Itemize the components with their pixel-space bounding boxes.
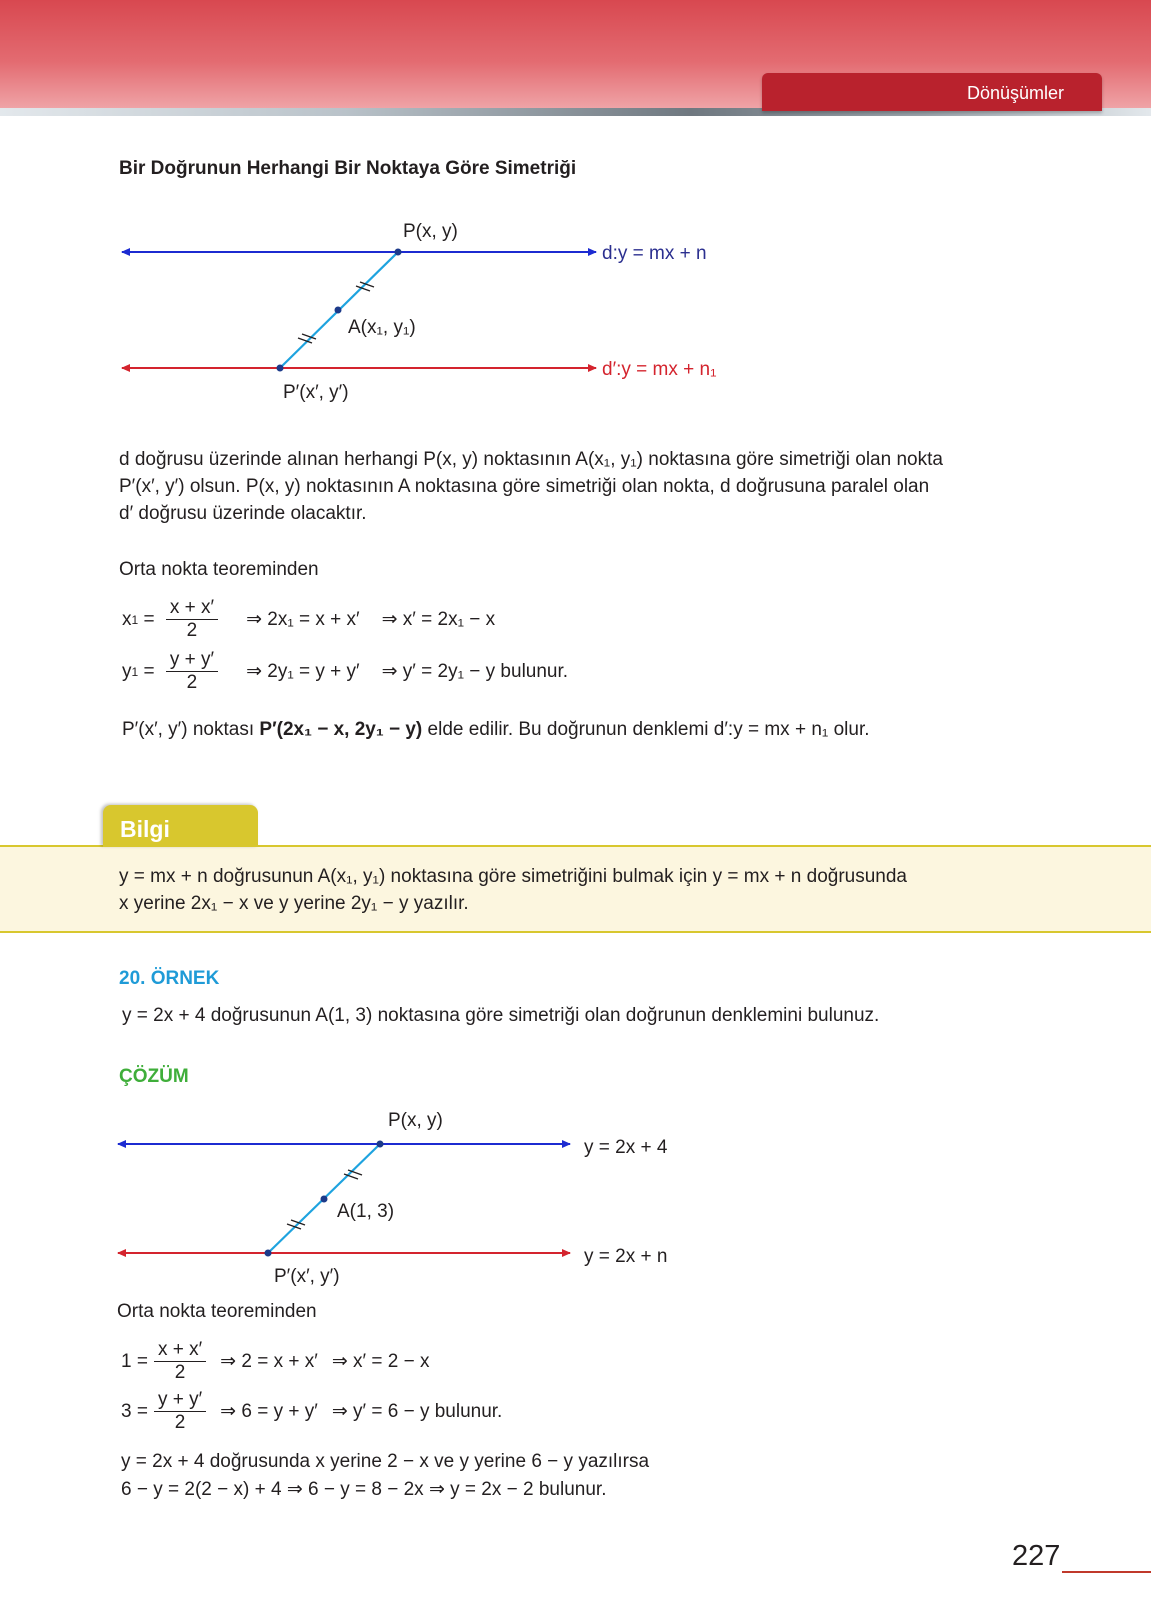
solution-final-1: y = 2x + 4 doğrusunda x yerine 2 − x ve y yerine 6 − y yazılırsa	[121, 1451, 650, 1472]
label-d-prime: d′:y = mx + n₁	[602, 359, 717, 380]
equation-y: y 1 = $\frac{y + y'}{2}$ ⇒ 2y₁ = y + y′ ⇒ y′ = 2y₁ − y bulunur.	[122, 649, 569, 693]
x-lhs: x	[122, 608, 132, 630]
x-step-1: ⇒ 2x₁ = x + x′	[246, 609, 360, 630]
midpoint-intro: Orta nokta teoreminden	[119, 559, 319, 580]
intro-line-1: d doğrusu üzerinde alınan herhangi P(x, y) noktasının A(x₁, y₁) noktasına göre simetriği olan nokta	[119, 449, 943, 470]
y-lhs: y	[122, 660, 132, 682]
label-a: A(x₁, y₁)	[348, 317, 416, 338]
solution-y-fraction: $\frac{y + y'}{2}$	[154, 1390, 206, 1433]
page-number: 227	[1012, 1540, 1061, 1572]
solution-final-2: 6 − y = 2(2 − x) + 4 ⇒ 6 − y = 8 − 2x ⇒ y = 2x − 2 bulunur.	[121, 1479, 607, 1500]
x-fraction: $\frac{x + x'}{2}$	[166, 598, 218, 641]
y-lhs-sub: 1	[131, 664, 139, 679]
bilgi-line-2: x yerine 2x₁ − x ve y yerine 2y₁ − y yazılır.	[119, 893, 469, 914]
intro-line-3: d′ doğrusu üzerinde olacaktır.	[119, 503, 367, 524]
solution-diagram	[0, 1100, 780, 1290]
y-step-2: ⇒ y′ = 2y₁ − y bulunur.	[381, 661, 569, 682]
section-title: Bir Doğrunun Herhangi Bir Noktaya Göre Simetriği	[119, 158, 577, 179]
label-a: A(1, 3)	[337, 1201, 395, 1222]
derivation-result: P′(x′, y′) noktası P′(2x₁ − x, 2y₁ − y) elde edilir. Bu doğrunun denklemi d′:y = mx + n₁ olur.	[122, 719, 870, 740]
result-point-bold: P′(2x₁ − x, 2y₁ − y)	[259, 719, 423, 740]
bilgi-tab: Bilgi	[103, 805, 258, 847]
solution-x-fraction: $\frac{x + x'}{2}$	[154, 1340, 206, 1383]
point-a	[335, 307, 342, 314]
x-lhs-sub: 1	[131, 612, 139, 627]
point-p	[395, 249, 402, 256]
solution-title: ÇÖZÜM	[119, 1066, 189, 1087]
solution-midpoint-intro: Orta nokta teoreminden	[117, 1301, 317, 1322]
bilgi-line-1: y = mx + n doğrusunun A(x₁, y₁) noktasına göre simetriğini bulmak için y = mx + n doğrusunda	[119, 866, 907, 887]
label-p-prime: P′(x′, y′)	[274, 1266, 340, 1287]
label-bottom-line: y = 2x + n	[584, 1246, 668, 1267]
symmetry-diagram	[0, 205, 800, 405]
example-title: 20. ÖRNEK	[119, 968, 220, 989]
label-p-prime: P′(x′, y′)	[283, 382, 349, 403]
y-step-1: ⇒ 2y₁ = y + y′	[246, 661, 360, 682]
label-top-line: y = 2x + 4	[584, 1137, 668, 1158]
point-p	[377, 1141, 384, 1148]
point-p-prime	[265, 1250, 272, 1257]
example-text: y = 2x + 4 doğrusunun A(1, 3) noktasına göre simetriği olan doğrunun denklemini bulunuz.	[122, 1005, 880, 1026]
label-p: P(x, y)	[403, 221, 458, 242]
solution-equation-x: 1 = $\frac{x + x'}{2}$ ⇒ 2 = x + x′ ⇒ x′ = 2 − x	[121, 1339, 430, 1383]
chapter-tab: Dönüşümler	[762, 73, 1102, 111]
intro-line-2: P′(x′, y′) olsun. P(x, y) noktasının A noktasına göre simetriği olan nokta, d doğrusuna paralel olan	[119, 476, 930, 497]
x-step-2: ⇒ x′ = 2x₁ − x	[381, 609, 496, 630]
y-fraction: $\frac{y + y'}{2}$	[166, 650, 218, 693]
page-number-rule	[1062, 1571, 1151, 1573]
point-a	[321, 1196, 328, 1203]
label-p: P(x, y)	[388, 1110, 443, 1131]
label-d: d:y = mx + n	[602, 243, 707, 264]
point-p-prime	[277, 365, 284, 372]
equation-x: x 1 = $\frac{x + x'}{2}$ ⇒ 2x₁ = x + x′ ⇒ x′ = 2x₁ − x	[122, 597, 496, 641]
solution-equation-y: 3 = $\frac{y + y'}{2}$ ⇒ 6 = y + y′ ⇒ y′ = 6 − y bulunur.	[121, 1389, 503, 1433]
